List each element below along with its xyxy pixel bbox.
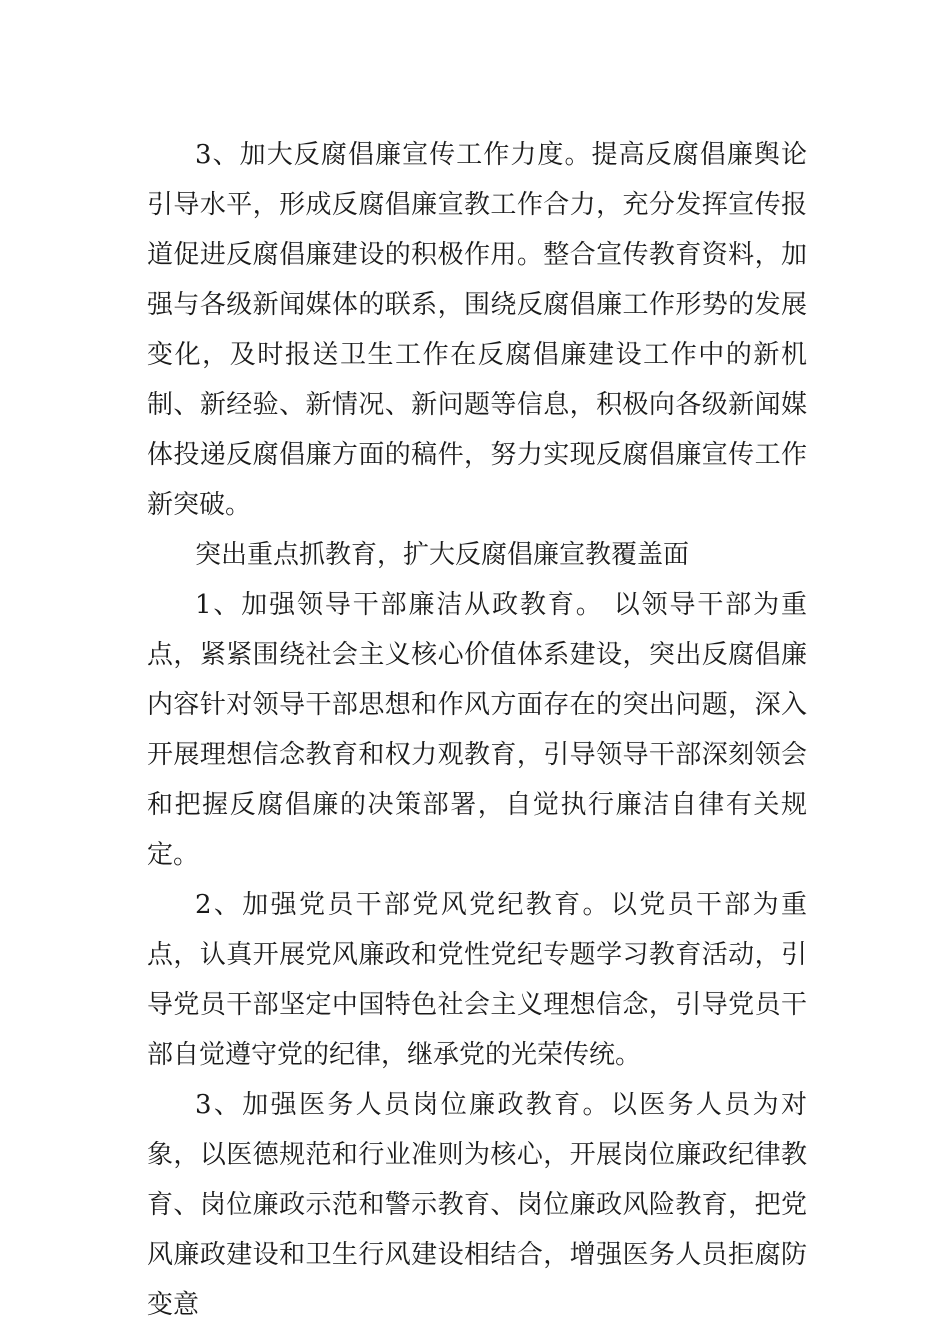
paragraph-publicity: 3、加大反腐倡廉宣传工作力度。提高反腐倡廉舆论引导水平，形成反腐倡廉宣教工作合力，充分发挥宣传报道促进反腐倡廉建设的积极作用。整合宣传教育资料，加强与各级新闻媒体的联系，围绕反腐倡廉工作形势的发展变化，及时报送卫生工作在反腐倡廉建设工作中的新机制、新经验、新情况、新问题等信息，积极向各级新闻媒体投递反腐倡廉方面的稿件，努力实现反腐倡廉宣传工作新突破。 [147, 140, 807, 520]
section-heading-education: 突出重点抓教育，扩大反腐倡廉宣教覆盖面 [195, 540, 690, 570]
document-body [147, 130, 807, 1330]
paragraph-medical-staff: 3、加强医务人员岗位廉政教育。以医务人员为对象，以医德规范和行业准则为核心，开展岗位廉政纪律教育、岗位廉政示范和警示教育、岗位廉政风险教育，把党风廉政建设和卫生行风建设相结合，增强医务人员拒腐防变意 [147, 1090, 807, 1320]
paragraph-party-discipline: 2、加强党员干部党风党纪教育。以党员干部为重点，认真开展党风廉政和党性党纪专题学习教育活动，引导党员干部坚定中国特色社会主义理想信念，引导党员干部自觉遵守党的纪律，继承党的光荣传统。 [147, 890, 807, 1070]
paragraph-leader-education: 1、加强领导干部廉洁从政教育。 以领导干部为重点，紧紧围绕社会主义核心价值体系建设，突出反腐倡廉内容针对领导干部思想和作风方面存在的突出问题，深入开展理想信念教育和权力观教育，引导领导干部深刻领会和把握反腐倡廉的决策部署，自觉执行廉洁自律有关规定。 [147, 590, 807, 870]
